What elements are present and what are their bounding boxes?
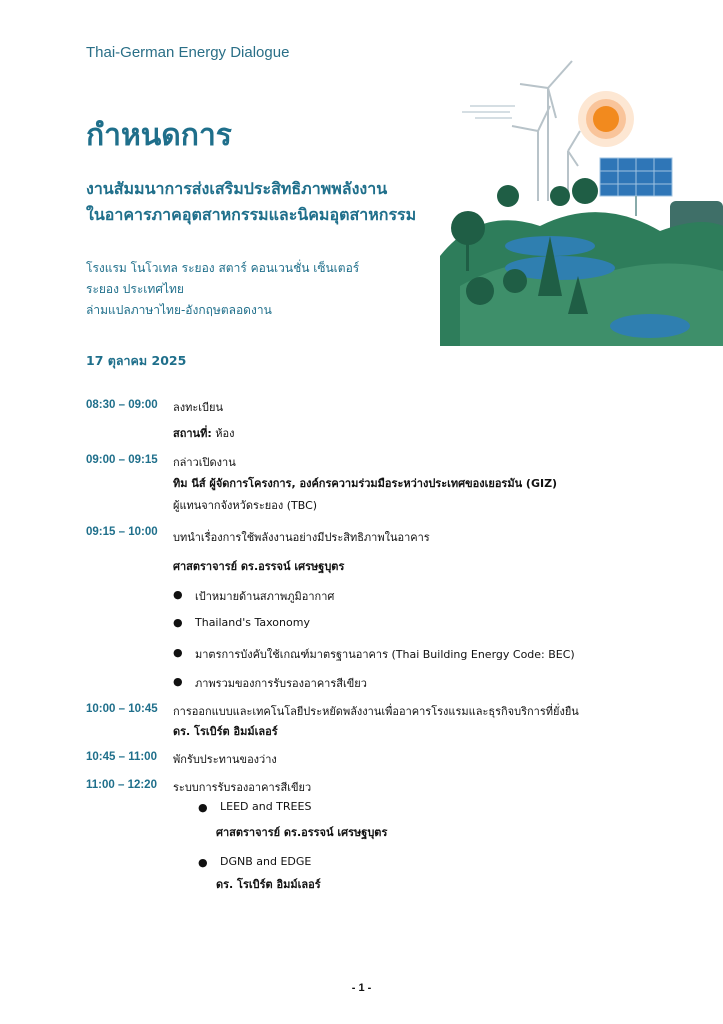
venue-line-2: ระยอง ประเทศไทย	[86, 282, 184, 296]
page-number: - 1 -	[351, 982, 372, 994]
page-title: กำหนดการ	[86, 118, 232, 153]
item-label: DGNB and EDGE	[220, 855, 312, 868]
bullet-dot: ●	[173, 646, 183, 659]
venue-info	[86, 258, 359, 321]
speaker-s3: ศาสตราจารย์ ดร.อรรจน์ เศรษฐบุตร	[173, 560, 345, 573]
bullet-item: Thailand's Taxonomy	[195, 616, 310, 629]
event-date: 17 ตุลาคม 2025	[86, 353, 187, 368]
location-s1	[173, 424, 234, 442]
bullet-dot: ●	[198, 856, 208, 869]
organization-name: Thai-German Energy Dialogue	[86, 44, 290, 61]
wind-lines-icon	[462, 106, 515, 118]
location-value: ห้อง	[211, 427, 235, 440]
subtitle-line-2: ในอาคารภาคอุตสาหกรรมและนิคมอุตสาหกรรม	[86, 205, 417, 224]
bullet-item: เป้าหมายด้านสภาพภูมิอากาศ	[195, 590, 335, 603]
renewable-energy-illustration	[440, 56, 723, 346]
bullet-dot: ●	[173, 675, 183, 688]
title-s1: ลงทะเบียน	[173, 401, 223, 414]
subtitle-line-1: งานสัมมนาการส่งเสริมประสิทธิภาพพลังงาน	[86, 179, 388, 198]
solar-panel-icon	[600, 158, 672, 216]
time-s4: 10:00 – 10:45	[86, 703, 158, 715]
location-label: สถานที่:	[173, 427, 212, 440]
title-s5: พักรับประทานของว่าง	[173, 753, 277, 766]
speaker-s4: ดร. โรเบิร์ต อิมม์เลอร์	[173, 725, 278, 738]
speaker-s2: ทิม นีส์ ผู้จัดการโครงการ, องค์กรความร่วมมือระหว่างประเทศของเยอรมัน (GIZ)	[173, 477, 558, 490]
wind-turbine-icon	[512, 61, 580, 201]
item-speaker: ศาสตราจารย์ ดร.อรรจน์ เศรษฐบุตร	[216, 826, 388, 839]
title-s6: ระบบการรับรองอาคารสีเขียว	[173, 781, 312, 794]
item-label: LEED and TREES	[220, 800, 312, 813]
venue-line-1: โรงแรม โนโวเทล ระยอง สตาร์ คอนเวนชั่น เซ็นเตอร์	[86, 261, 360, 275]
time-s5: 10:45 – 11:00	[86, 751, 157, 763]
bullet-item: มาตรการบังคับใช้เกณฑ์มาตรฐานอาคาร (Thai Building Energy Code: BEC)	[195, 648, 575, 661]
time-s3: 09:15 – 10:00	[86, 526, 158, 538]
event-subtitle	[86, 176, 416, 228]
title-s4: การออกแบบและเทคโนโลยีประหยัดพลังงานเพื่ออาคารโรงแรมและธุรกิจบริการที่ยั่งยืน	[173, 705, 579, 718]
speaker2-s2: ผู้แทนจากจังหวัดระยอง (TBC)	[173, 499, 318, 512]
bullet-dot: ●	[198, 801, 208, 814]
title-s2: กล่าวเปิดงาน	[173, 456, 236, 469]
item-speaker: ดร. โรเบิร์ต อิมม์เลอร์	[216, 878, 321, 891]
venue-line-3: ล่ามแปลภาษาไทย-อังกฤษตลอดงาน	[86, 303, 272, 317]
time-s6: 11:00 – 12:20	[86, 779, 157, 791]
title-s3: บทนำเรื่องการใช้พลังงานอย่างมีประสิทธิภาพในอาคาร	[173, 531, 430, 544]
time-s1: 08:30 – 09:00	[86, 399, 158, 411]
bullet-item: ภาพรวมของการรับรองอาคารสีเขียว	[195, 677, 367, 690]
sun-icon	[578, 91, 634, 147]
bullet-dot: ●	[173, 588, 183, 601]
time-s2: 09:00 – 09:15	[86, 454, 158, 466]
bullet-dot: ●	[173, 616, 183, 629]
